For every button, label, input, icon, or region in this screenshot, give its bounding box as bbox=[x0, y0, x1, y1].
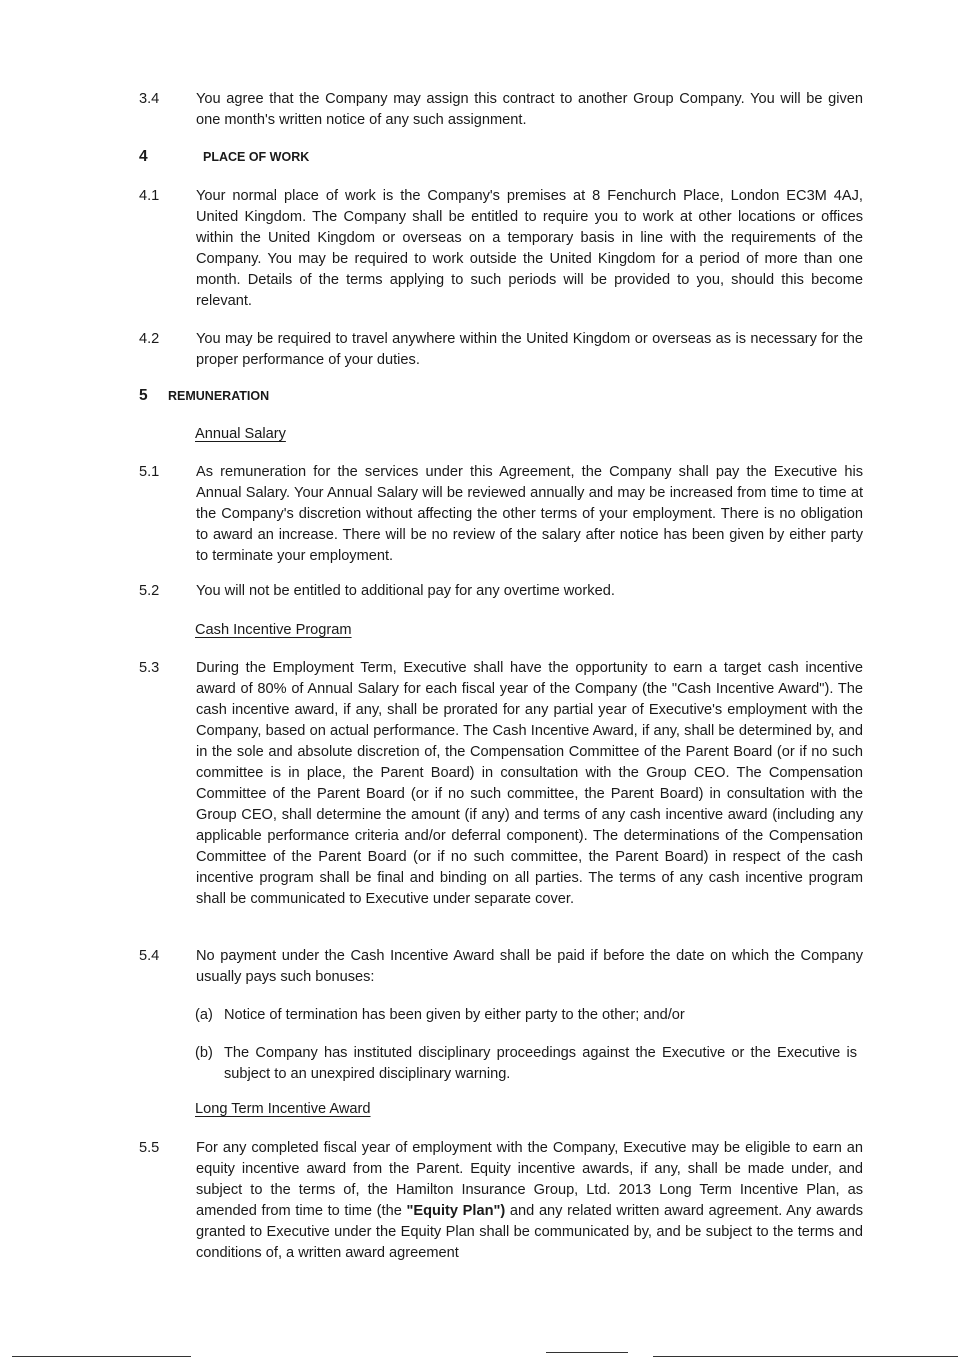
clause-text-part: and any related written award agreement. Any awards granted to Executive under the Equity Plan shall be communicated by, and be subject to the terms and conditions of, a written award agreement bbox=[196, 1203, 864, 1261]
clause-4-2 bbox=[139, 329, 863, 371]
section-heading-5 bbox=[139, 387, 270, 405]
subheading-long-term-incentive: Long Term Incentive Award bbox=[195, 1101, 371, 1117]
item-text: Notice of termination has been given by either party to the other; and/or bbox=[224, 1007, 685, 1023]
clause-number: 3.4 bbox=[139, 91, 160, 107]
section-title: REMUNERATION bbox=[168, 389, 270, 403]
item-label: (a) bbox=[195, 1007, 213, 1023]
item-text: The Company has instituted disciplinary proceedings against the Executive or the Executive is subject to an unexpired disciplinary warning. bbox=[224, 1045, 857, 1082]
section-heading-4 bbox=[139, 148, 310, 166]
section-number: 5 bbox=[139, 387, 148, 404]
clause-text: Your normal place of work is the Company's premises at 8 Fenchurch Place, London EC3M 4AJ, United Kingdom. The Company shall be entitled to require you to work at other locations or offices within the United Kingdom or overseas on a temporary basis in line with the requirements of the Company. You may be required to work outside the United Kingdom for a period of more than one month. Details of the terms applying to such periods will be provided to you, should this become relevant. bbox=[196, 188, 863, 309]
clause-3-4 bbox=[139, 89, 863, 131]
clause-number: 5.1 bbox=[139, 464, 160, 480]
clause-5-2 bbox=[139, 581, 863, 602]
clause-text: You agree that the Company may assign this contract to another Group Company. You will be given one month's written notice of any such assignment. bbox=[196, 91, 863, 128]
clause-5-1 bbox=[139, 462, 863, 567]
clause-number: 5.4 bbox=[139, 948, 160, 964]
section-title: PLACE OF WORK bbox=[203, 150, 310, 164]
section-number: 4 bbox=[139, 148, 148, 165]
list-item-a bbox=[195, 1005, 857, 1026]
clause-number: 4.2 bbox=[139, 331, 160, 347]
clause-5-3 bbox=[139, 658, 863, 910]
subheading-cash-incentive: Cash Incentive Program bbox=[195, 622, 352, 638]
clause-text: You may be required to travel anywhere within the United Kingdom or overseas as is necessary for the proper performance of your duties. bbox=[196, 331, 863, 368]
clause-number: 5.2 bbox=[139, 583, 160, 599]
clause-number: 5.5 bbox=[139, 1140, 160, 1156]
clause-number: 4.1 bbox=[139, 188, 160, 204]
clause-5-4 bbox=[139, 946, 863, 988]
subheading-annual-salary: Annual Salary bbox=[195, 426, 286, 442]
clause-text: You will not be entitled to additional pay for any overtime worked. bbox=[196, 583, 615, 599]
clause-text: No payment under the Cash Incentive Award shall be paid if before the date on which the Company usually pays such bonuses: bbox=[196, 948, 863, 985]
signature-line-left bbox=[12, 1356, 191, 1357]
list-item-b bbox=[195, 1043, 857, 1085]
clause-4-1 bbox=[139, 186, 863, 312]
clause-5-5 bbox=[139, 1138, 863, 1264]
clause-text-part: For any completed fiscal year of employment with the Company, Executive may be eligible to earn an equity incentive award from the Parent. Equity incentive awards, if any, shall be made under, and subject to the terms of, the Hamilton Insurance Group, Ltd. 2013 Long Term Incentive Plan, as amended from time to time (the bbox=[196, 1140, 863, 1219]
item-label: (b) bbox=[195, 1045, 213, 1061]
signature-line-right bbox=[653, 1356, 958, 1357]
clause-text bbox=[196, 1138, 863, 1264]
clause-text: During the Employment Term, Executive shall have the opportunity to earn a target cash incentive award of 80% of Annual Salary for each fiscal year of the Company (the "Cash Incentive Award"). The cash incentive award, if any, shall be prorated for any partial year of Executive's employment with the Company, based on actual performance. The Cash Incentive Award, if any, shall be determined by, and in the sole and absolute discretion of, the Compensation Committee of the Parent Board (or if no such committee is in place, the Parent Board) in consultation with the Group CEO. The Compensation Committee of the Parent Board (or if no such committee, the Parent Board) in consultation with the Group CEO, shall determine the amount (if any) and terms of any cash incentive award (including any applicable performance criteria and/or deferral component). The determinations of the Compensation Committee of the Parent Board (or if no such committee, the Parent Board) in respect of the cash incentive program shall be final and binding on all parties. The terms of any cash incentive program shall be communicated to Executive under separate cover. bbox=[196, 660, 863, 907]
defined-term: "Equity Plan") bbox=[406, 1203, 506, 1219]
initials-line bbox=[546, 1352, 628, 1353]
clause-text: As remuneration for the services under this Agreement, the Company shall pay the Executive his Annual Salary. Your Annual Salary will be reviewed annually and may be increased from time to time at the Company's discretion without affecting the other terms of your employment. There is no obligation to award an increase. There will be no review of the salary after notice has been given by either party to terminate your employment. bbox=[196, 464, 863, 564]
clause-number: 5.3 bbox=[139, 660, 160, 676]
